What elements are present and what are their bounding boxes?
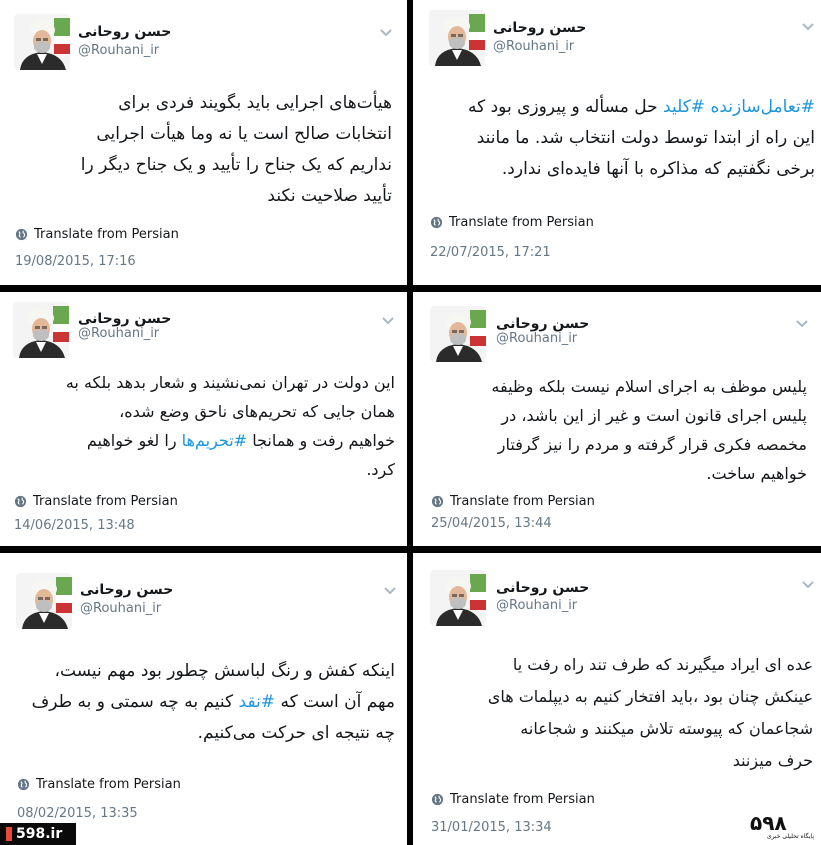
logo-subtext: پایگاه تحلیلی خبری bbox=[766, 833, 814, 840]
author-name[interactable]: حسن روحانی bbox=[496, 580, 590, 596]
tweet-line-text: حل مسأله و پیروزی بود که bbox=[467, 97, 658, 117]
tweet-line-text: کنیم به چه سمتی و به طرف bbox=[31, 692, 234, 712]
tweet-line: این دولت در تهران نمی‌نشیند و شعار بدهد بلکه به bbox=[65, 373, 395, 392]
author-handle[interactable]: @Rouhani_ir bbox=[496, 598, 578, 613]
author-name[interactable]: حسن روحانی bbox=[78, 311, 172, 327]
author-handle[interactable]: @Rouhani_ir bbox=[78, 326, 160, 341]
tweet-line: نداریم که یک جناح را تأیید و یک جناح دیگر را bbox=[80, 155, 392, 175]
site-name: 598.ir bbox=[16, 826, 63, 842]
tweet-date[interactable]: 08/02/2015, 13:35 bbox=[17, 806, 138, 821]
translate-label: Translate from Persian bbox=[449, 215, 594, 230]
avatar[interactable] bbox=[430, 570, 486, 626]
tweet-date[interactable]: 31/01/2015, 13:34 bbox=[431, 820, 552, 835]
tweet-line: خواهیم ساخت. bbox=[706, 464, 807, 483]
translate-link[interactable] bbox=[430, 215, 594, 230]
tweet-line: پلیس اجرای قانون است و غیر از این باشد، در bbox=[501, 406, 807, 425]
translate-label: Translate from Persian bbox=[450, 494, 595, 509]
hashtag-link[interactable]: #نقد bbox=[238, 692, 276, 712]
translate-link[interactable] bbox=[17, 777, 181, 792]
author-name[interactable]: حسن روحانی bbox=[78, 24, 172, 40]
globe-icon bbox=[431, 495, 444, 508]
avatar[interactable] bbox=[13, 302, 69, 358]
tweet-line: عده ای ایراد میگیرند که طرف تند راه رفت یا bbox=[512, 655, 813, 674]
tweet-line bbox=[66, 426, 395, 455]
tweet-date[interactable]: 14/06/2015, 13:48 bbox=[14, 518, 135, 533]
chevron-down-icon[interactable] bbox=[383, 586, 397, 596]
tweet-card bbox=[0, 292, 407, 546]
author-name[interactable]: حسن روحانی bbox=[496, 316, 590, 332]
tweet-card bbox=[0, 553, 407, 845]
avatar[interactable] bbox=[16, 573, 72, 629]
tweet-line: پلیس موظف به اجرای اسلام نیست بلکه وظیفه bbox=[491, 377, 807, 396]
hashtag-link[interactable]: #تعامل‌سازنده bbox=[710, 97, 815, 117]
avatar[interactable] bbox=[429, 10, 485, 66]
tweet-line: اینکه کفش و رنگ لباسش چطور بود مهم نیست، bbox=[54, 661, 395, 681]
tweet-card bbox=[413, 0, 821, 285]
author-handle[interactable]: @Rouhani_ir bbox=[78, 43, 160, 58]
chevron-down-icon[interactable] bbox=[381, 316, 395, 326]
tweet-line: شجاعمان که پیوسته تلاش میکنند و شجاعانه bbox=[520, 719, 813, 738]
translate-label: Translate from Persian bbox=[36, 777, 181, 792]
hashtag-link[interactable]: #کلید bbox=[663, 97, 706, 117]
tweet-line-text: مهم آن است که bbox=[280, 692, 395, 712]
tweet-text bbox=[468, 92, 815, 185]
tweet-line-text: را لغو خواهیم bbox=[86, 431, 177, 450]
translate-link[interactable] bbox=[431, 792, 595, 807]
globe-icon bbox=[431, 793, 444, 806]
tweet-line: مخمصه فکری قرار گرفته و مردم را نیز گرفتار bbox=[497, 435, 807, 454]
hashtag-link[interactable]: #تحریم‌ها bbox=[181, 431, 248, 450]
author-name[interactable]: حسن روحانی bbox=[80, 582, 174, 598]
globe-icon bbox=[17, 778, 30, 791]
tweet-date[interactable]: 25/04/2015, 13:44 bbox=[431, 516, 552, 531]
translate-link[interactable] bbox=[431, 494, 595, 509]
tweet-card bbox=[413, 292, 821, 546]
tweet-line: چه نتیجه ای حرکت می‌کنیم. bbox=[197, 723, 395, 743]
tweet-line bbox=[32, 687, 395, 718]
logo-icon bbox=[746, 806, 818, 842]
translate-link[interactable] bbox=[15, 227, 179, 242]
translate-label: Translate from Persian bbox=[34, 227, 179, 242]
site-watermark bbox=[0, 823, 76, 845]
author-handle[interactable]: @Rouhani_ir bbox=[493, 39, 575, 54]
tweet-card bbox=[413, 553, 821, 845]
chevron-down-icon[interactable] bbox=[795, 319, 809, 329]
globe-icon bbox=[14, 495, 27, 508]
tweet-line: تأیید صلاحیت نکند bbox=[267, 186, 392, 206]
tweet-date[interactable]: 22/07/2015, 17:21 bbox=[430, 245, 551, 260]
tweet-line: هیأت‌های اجرایی باید بگویند فردی برای bbox=[118, 93, 392, 113]
chevron-down-icon[interactable] bbox=[801, 22, 815, 32]
logo-text: ۵۹۸ bbox=[750, 811, 787, 835]
tweet-text bbox=[81, 88, 392, 212]
tweet-date[interactable]: 19/08/2015, 17:16 bbox=[15, 254, 136, 269]
tweet-text bbox=[32, 656, 395, 749]
author-handle[interactable]: @Rouhani_ir bbox=[80, 601, 162, 616]
tweet-line: برخی نگفتیم که مذاکره با آنها فایده‌ای ندارد. bbox=[501, 159, 815, 179]
tweet-text bbox=[66, 368, 395, 484]
translate-label: Translate from Persian bbox=[33, 494, 178, 509]
chevron-down-icon[interactable] bbox=[379, 28, 393, 38]
tweet-line: این راه از ابتدا توسط دولت انتخاب شد. ما مانند bbox=[476, 128, 815, 148]
avatar[interactable] bbox=[14, 14, 70, 70]
globe-icon bbox=[430, 216, 443, 229]
badge-accent bbox=[6, 827, 12, 841]
tweet-text bbox=[488, 649, 813, 777]
tweet-line: حرف میزنند bbox=[732, 751, 813, 770]
tweet-line-text: خواهیم رفت و همانجا bbox=[252, 431, 395, 450]
tweet-line: کرد. bbox=[366, 460, 395, 479]
tweet-line: انتخابات صالح است یا نه وما هیأت اجرایی bbox=[96, 124, 392, 144]
tweet-card bbox=[0, 0, 407, 285]
tweet-line: عینکش چنان بود ،باید افتخار کنیم به دیپلمات های bbox=[487, 687, 813, 706]
tweet-text bbox=[491, 372, 807, 488]
avatar[interactable] bbox=[430, 306, 486, 362]
tweet-line: همان جایی که تحریم‌های ناحق وضع شده، bbox=[119, 402, 395, 421]
globe-icon bbox=[15, 228, 28, 241]
author-handle[interactable]: @Rouhani_ir bbox=[496, 331, 578, 346]
translate-label: Translate from Persian bbox=[450, 792, 595, 807]
chevron-down-icon[interactable] bbox=[801, 580, 815, 590]
tweet-line bbox=[468, 92, 815, 123]
translate-link[interactable] bbox=[14, 494, 178, 509]
author-name[interactable]: حسن روحانی bbox=[493, 20, 587, 36]
